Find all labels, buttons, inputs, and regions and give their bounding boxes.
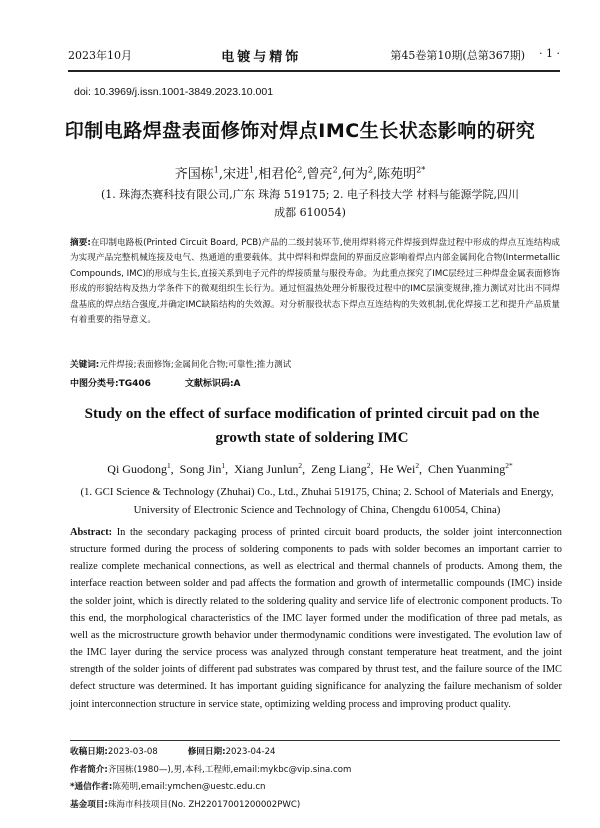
author-affil-mark: 2: [415, 461, 420, 470]
author-affil-mark: 1: [221, 461, 226, 470]
author-affil-mark: 2: [332, 165, 338, 175]
author-affil-mark: 2: [298, 461, 303, 470]
received-date: 2023-03-08: [107, 747, 158, 757]
affiliation-chinese: (1. 珠海杰赛科技有限公司,广东 珠海 519175; 2. 电子科技大学 材料与能源学院,四川 成都 610054): [101, 188, 519, 219]
author-bio-label: 作者简介:: [70, 764, 108, 775]
issue-date: 2023年10月: [68, 49, 132, 62]
running-header: [68, 40, 560, 72]
author-affil-mark: 1: [166, 461, 171, 470]
journal-name: 电镀与精饰: [221, 49, 302, 65]
doi[interactable]: doi: 10.3969/j.issn.1001-3849.2023.10.001: [74, 86, 274, 98]
doc-code-label: 文献标识码:: [184, 379, 234, 389]
author-name: 相君伦: [258, 167, 298, 182]
author-name: He Wei: [379, 462, 416, 476]
revised-label: 修回日期:: [187, 747, 226, 757]
author-name: Qi Guodong: [107, 462, 167, 476]
clc-label: 中图分类号:: [70, 379, 119, 389]
author-name: 曾亮: [306, 167, 333, 182]
author-affil-mark: 2*: [416, 165, 426, 175]
authors-chinese: 齐国栋$^1$,宋进$^1$,相君伦$^2$,曾亮$^2$,何为$^2$,陈苑明$^{2*}$: [174, 165, 426, 182]
author-name: Zeng Liang: [311, 462, 367, 476]
affiliation-english: (1. GCI Science & Technology (Zhuhai) Co., Ltd., Zhuhai 519175, China; 2. School of Materials and Energy, University of Electronic Science and Technology of China, Chengdu 610054, China): [80, 486, 554, 516]
abstract-text: 在印制电路板(Printed Circuit Board, PCB)产品的二级封装环节,使用焊料将元件焊接到焊盘过程中形成的焊点互连结构成为实现产品完整机械连接及电气、热通道的重要载体。其中焊料和焊盘间的界面反应影响着焊点内部金属间化合物(Intermetallic Compounds, IMC)的形成与生长,直接关系到电子元件的焊接质量与服役寿命。为此重点探究了IMC层经过三种焊盘金属表面修饰形成的形貌结构及热力学条件下的微观组织生长行为。通过恒温热处理分析服役过程中的IMC层演变规律,推力测试对比出不同焊盘基底的焊点结合强度,并确定IMC缺陷结构的失效源。对分析服役状态下焊点互连结构的失效机制,优化焊接工艺和提升产品质量有着重要的指导意义。: [70, 238, 560, 326]
received-label: 收稿日期:: [70, 747, 108, 757]
abstract-label: Abstract:: [70, 527, 113, 538]
abstract-chinese: [70, 236, 560, 328]
author-affil-mark: 2: [367, 165, 373, 175]
author-bio: 齐国栋(1980—),男,本科,工程师,email:mykbc@vip.sina.com: [107, 764, 352, 775]
author-affil-mark: 2: [297, 165, 303, 175]
author-affil-mark: 2: [366, 461, 371, 470]
title-chinese: 印制电路焊盘表面修饰对焊点IMC生长状态影响的研究: [64, 120, 536, 142]
revised-date: 2023-04-24: [225, 747, 276, 757]
author-name: Chen Yuanming: [428, 462, 506, 476]
authors-english: Qi Guodong$^1$, Song Jin$^1$, Xiang Junlun$^2$, Zeng Liang$^2$, He Wei$^2$, Chen Yuanming$^{2*}$: [107, 461, 513, 476]
footnotes: [70, 740, 560, 814]
footnote-author: [70, 762, 560, 780]
title-english: Study on the effect of surface modification of printed circuit pad on the growth state of soldering IMC: [84, 406, 540, 446]
author-affil-mark: 1: [249, 165, 255, 175]
clc-code: TG406: [118, 379, 151, 389]
author-name: Song Jin: [179, 462, 222, 476]
footnote-dates: [70, 744, 560, 762]
volume-info: 第45卷第10期(总第367期): [390, 49, 525, 62]
author-name: 陈苑明: [377, 167, 417, 182]
keywords-label: 关键词:: [70, 360, 100, 370]
keywords-text: 元件焊接;表面修饰;金属间化合物;可靠性;推力测试: [99, 360, 292, 370]
page-number: · 1 ·: [539, 47, 560, 60]
fund-info: 珠海市科技项目(No. ZH22017001200002PWC): [107, 799, 301, 810]
author-affil-mark: 2*: [505, 461, 513, 470]
author-name: 齐国栋: [174, 167, 214, 182]
corresponding-label: *通信作者:: [70, 782, 113, 792]
footnote-corresponding: [70, 779, 560, 797]
corresponding-author: 陈苑明,email:ymchen@uestc.edu.cn: [112, 782, 266, 792]
author-affil-mark: 1: [213, 165, 219, 175]
author-name: 何为: [341, 167, 368, 182]
abstract-text: In the secondary packaging process of printed circuit board products, the solder joint interconnection structure formed during the process of soldering components to pads with solder becomes an important carrier to realize complete mechanical connections, as well as electrical and thermal channels of products. Among them, the interface reaction between solder and pad affects the formation and growth of intermetallic compounds (IMC) inside the solder joint, which is directly related to the soldering quality and service life of electronic component products. To this end, the morphological characteristics of the IMC layer formed under the modification of three pad metals, as well as the microstructure growth behavior under thermodynamic conditions were investigated. The evolution law of the IMC layer during the service process was analyzed through constant temperature heat treatment, and the joint strength of the solder joints of different pad substrates was compared by thrust test, and the failure source of the IMC defect structure was determined. It has important guiding significance for analyzing the failure mechanism of solder joint interconnection structure in service state, optimizing welding process and improving product quality.: [70, 527, 562, 710]
footnote-fund: [70, 797, 560, 815]
keywords-chinese: [70, 358, 560, 370]
doc-code: A: [233, 379, 241, 389]
fund-label: 基金项目:: [70, 799, 108, 810]
author-name: 宋进: [222, 167, 249, 182]
author-name: Xiang Junlun: [234, 462, 299, 476]
abstract-label: 摘要:: [70, 238, 91, 248]
abstract-english: [70, 524, 562, 713]
